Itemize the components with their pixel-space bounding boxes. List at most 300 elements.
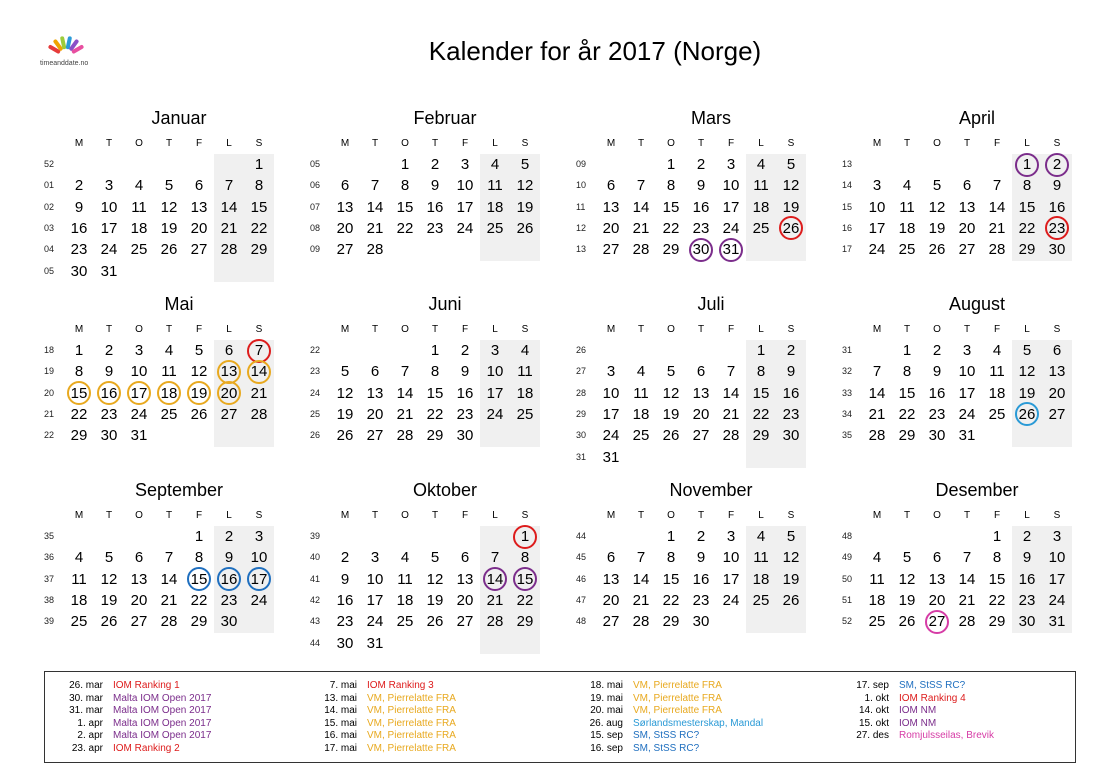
weekday-header: M bbox=[74, 510, 84, 521]
legend-item bbox=[573, 693, 823, 706]
day-cell: 17 bbox=[1048, 570, 1066, 588]
week-number: 35 bbox=[842, 430, 853, 441]
week-number: 45 bbox=[576, 552, 587, 563]
day-cell: 29 bbox=[250, 241, 268, 259]
day-cell: 13 bbox=[602, 570, 620, 588]
day-cell: 1 bbox=[666, 528, 676, 545]
day-cell: 26 bbox=[426, 613, 444, 631]
month-name: Januar bbox=[151, 108, 207, 128]
day-cell: 23 bbox=[336, 613, 354, 631]
legend-event: VM, Pierrelatte FRA bbox=[367, 705, 456, 717]
day-cell: 17 bbox=[486, 384, 504, 402]
day-cell: 9 bbox=[104, 363, 114, 381]
day-cell: 12 bbox=[160, 198, 178, 216]
weekday-header: M bbox=[872, 138, 882, 149]
day-cell: 10 bbox=[100, 198, 118, 216]
day-cell: 24 bbox=[366, 613, 384, 631]
day-cell: 16 bbox=[692, 198, 710, 216]
day-cell: 1 bbox=[1022, 156, 1032, 173]
day-cell: 2 bbox=[460, 342, 470, 359]
week-number: 18 bbox=[44, 345, 55, 355]
legend-date: 27. des bbox=[856, 730, 889, 742]
day-cell: 10 bbox=[486, 363, 504, 381]
day-cell: 31 bbox=[366, 634, 384, 652]
day-cell: 24 bbox=[456, 219, 474, 237]
day-cell: 2 bbox=[430, 156, 440, 173]
legend-date: 17. sep bbox=[856, 680, 889, 691]
day-cell: 13 bbox=[1048, 363, 1066, 381]
day-cell: 3 bbox=[1052, 528, 1062, 545]
day-cell: 15 bbox=[70, 384, 88, 402]
legend-event: IOM Ranking 2 bbox=[113, 742, 180, 754]
day-cell: 26 bbox=[662, 427, 680, 445]
weekday-header: F bbox=[461, 324, 469, 335]
day-cell: 18 bbox=[632, 405, 650, 423]
week-number: 10 bbox=[576, 180, 587, 191]
day-cell: 29 bbox=[662, 613, 680, 631]
day-cell: 27 bbox=[220, 405, 238, 423]
day-cell: 14 bbox=[988, 198, 1006, 216]
day-cell: 21 bbox=[160, 591, 178, 609]
day-cell: 16 bbox=[1018, 570, 1036, 588]
day-cell: 6 bbox=[370, 363, 380, 381]
day-cell: 15 bbox=[396, 198, 414, 216]
legend-event: IOM Ranking 4 bbox=[899, 692, 966, 704]
day-cell: 10 bbox=[250, 549, 268, 567]
week-number: 35 bbox=[44, 531, 55, 541]
weekday-header: T bbox=[431, 138, 439, 149]
legend-item bbox=[307, 680, 557, 693]
day-cell: 25 bbox=[898, 241, 916, 259]
weekday-header: S bbox=[521, 324, 529, 335]
legend-item bbox=[53, 693, 303, 706]
day-cell: 20 bbox=[366, 405, 384, 423]
day-cell: 15 bbox=[898, 384, 916, 402]
week-number: 02 bbox=[44, 201, 55, 212]
day-cell: 26 bbox=[190, 405, 208, 423]
day-cell: 11 bbox=[869, 570, 885, 588]
day-cell: 9 bbox=[786, 363, 796, 381]
weekday-header: L bbox=[1024, 510, 1030, 521]
day-cell: 12 bbox=[662, 384, 680, 402]
day-cell: 2 bbox=[932, 342, 942, 359]
day-cell: 3 bbox=[370, 549, 380, 567]
day-cell: 23 bbox=[1018, 591, 1036, 609]
week-number: 41 bbox=[310, 573, 321, 584]
weekday-header: O bbox=[667, 138, 675, 149]
day-cell: 7 bbox=[224, 177, 234, 195]
day-cell: 8 bbox=[194, 549, 204, 567]
week-number: 39 bbox=[310, 531, 321, 541]
day-cell: 19 bbox=[190, 384, 208, 402]
day-cell: 20 bbox=[130, 591, 148, 609]
weekday-header: S bbox=[255, 138, 263, 149]
day-cell: 21 bbox=[958, 591, 976, 609]
legend-event: IOM NM bbox=[899, 705, 937, 717]
weekday-header: L bbox=[758, 510, 764, 521]
day-cell: 22 bbox=[70, 405, 88, 423]
day-cell: 12 bbox=[516, 177, 534, 195]
day-cell: 10 bbox=[1048, 549, 1066, 567]
day-cell: 14 bbox=[220, 198, 238, 216]
weekday-header: T bbox=[637, 138, 645, 149]
day-cell: 19 bbox=[928, 219, 946, 237]
month-name: Juli bbox=[697, 294, 725, 314]
day-cell: 6 bbox=[932, 549, 942, 567]
day-cell: 21 bbox=[366, 219, 384, 237]
weekday-header: T bbox=[697, 510, 705, 521]
legend-event: Sørlandsmesterskap, Mandal bbox=[633, 717, 764, 729]
week-number: 38 bbox=[44, 594, 55, 605]
weekday-header: T bbox=[105, 324, 113, 335]
day-cell: 8 bbox=[902, 363, 912, 381]
day-cell: 16 bbox=[782, 384, 800, 402]
day-cell: 3 bbox=[254, 528, 264, 545]
day-cell: 2 bbox=[1022, 528, 1032, 545]
day-cell: 12 bbox=[190, 363, 208, 381]
day-cell: 3 bbox=[460, 156, 470, 173]
legend-event: VM, Pierrelatte FRA bbox=[367, 730, 456, 742]
day-cell: 5 bbox=[430, 549, 440, 567]
legend-column bbox=[573, 680, 823, 756]
day-cell: 22 bbox=[250, 219, 268, 237]
weekday-header: O bbox=[933, 138, 941, 149]
week-number: 07 bbox=[310, 201, 321, 212]
month-juni bbox=[310, 294, 550, 479]
week-number: 34 bbox=[842, 408, 853, 419]
week-number: 21 bbox=[44, 408, 55, 419]
day-cell: 29 bbox=[516, 613, 534, 631]
day-cell: 2 bbox=[104, 342, 114, 359]
legend-event: VM, Pierrelatte FRA bbox=[367, 692, 456, 704]
day-cell: 18 bbox=[988, 384, 1006, 402]
day-cell: 28 bbox=[160, 613, 178, 631]
day-cell: 7 bbox=[636, 549, 646, 567]
day-cell: 30 bbox=[692, 241, 710, 259]
day-cell: 24 bbox=[130, 405, 148, 423]
day-cell: 6 bbox=[606, 549, 616, 567]
legend-event: Malta IOM Open 2017 bbox=[113, 717, 212, 729]
day-cell: 6 bbox=[1052, 342, 1062, 359]
weekday-header: T bbox=[431, 510, 439, 521]
week-number: 49 bbox=[842, 552, 853, 563]
day-cell: 22 bbox=[988, 591, 1006, 609]
day-cell: 2 bbox=[74, 177, 84, 195]
day-cell: 17 bbox=[602, 405, 620, 423]
day-cell: 4 bbox=[520, 342, 530, 359]
legend-date: 13. mai bbox=[324, 692, 357, 704]
week-number: 15 bbox=[842, 201, 853, 212]
day-cell: 2 bbox=[1052, 156, 1062, 173]
month-september bbox=[44, 480, 284, 665]
day-cell: 6 bbox=[606, 177, 616, 195]
day-cell: 31 bbox=[1048, 613, 1066, 631]
day-cell: 18 bbox=[752, 570, 770, 588]
day-cell: 20 bbox=[456, 591, 474, 609]
weekday-header: L bbox=[492, 324, 498, 335]
weekday-header: T bbox=[637, 324, 645, 335]
day-cell: 31 bbox=[722, 241, 740, 259]
legend-item bbox=[573, 718, 823, 731]
day-cell: 31 bbox=[130, 427, 148, 445]
week-number: 42 bbox=[310, 594, 321, 605]
month-name: Juni bbox=[428, 294, 462, 314]
legend-event: SM, StSS RC? bbox=[633, 730, 700, 742]
day-cell: 28 bbox=[958, 613, 976, 631]
weekday-header: S bbox=[521, 138, 529, 149]
day-cell: 13 bbox=[602, 198, 620, 216]
day-cell: 10 bbox=[722, 549, 740, 567]
weekday-header: S bbox=[1053, 138, 1061, 149]
day-cell: 8 bbox=[992, 549, 1002, 567]
day-cell: 27 bbox=[958, 241, 976, 259]
day-cell: 5 bbox=[194, 342, 204, 359]
day-cell: 25 bbox=[486, 219, 504, 237]
day-cell: 19 bbox=[160, 219, 178, 237]
weekday-header: L bbox=[1024, 138, 1030, 149]
day-cell: 1 bbox=[992, 528, 1002, 545]
weekday-header: L bbox=[226, 324, 232, 335]
day-cell: 4 bbox=[872, 549, 882, 567]
day-cell: 14 bbox=[160, 570, 178, 588]
day-cell: 27 bbox=[190, 241, 208, 259]
legend-item bbox=[53, 680, 303, 693]
day-cell: 3 bbox=[726, 528, 736, 545]
legend-item bbox=[307, 718, 557, 731]
legend-item bbox=[839, 705, 1089, 718]
day-cell: 1 bbox=[254, 156, 264, 173]
week-number: 17 bbox=[842, 244, 853, 255]
week-number: 27 bbox=[576, 366, 587, 377]
month-name: Desember bbox=[935, 480, 1019, 500]
day-cell: 19 bbox=[898, 591, 916, 609]
month-name: August bbox=[948, 294, 1006, 314]
day-cell: 7 bbox=[490, 549, 500, 567]
day-cell: 8 bbox=[1022, 177, 1032, 195]
day-cell: 11 bbox=[397, 570, 413, 588]
legend-date: 16. sep bbox=[590, 742, 623, 754]
day-cell: 13 bbox=[220, 363, 238, 381]
day-cell: 18 bbox=[396, 591, 414, 609]
month-august bbox=[842, 294, 1082, 479]
day-cell: 10 bbox=[366, 570, 384, 588]
day-cell: 10 bbox=[456, 177, 474, 195]
day-cell: 9 bbox=[224, 549, 234, 567]
day-cell: 17 bbox=[456, 198, 474, 216]
day-cell: 18 bbox=[868, 591, 886, 609]
day-cell: 11 bbox=[753, 177, 769, 195]
day-cell: 15 bbox=[988, 570, 1006, 588]
week-number: 11 bbox=[576, 201, 586, 212]
day-cell: 20 bbox=[602, 591, 620, 609]
day-cell: 9 bbox=[340, 570, 350, 588]
weekday-header: T bbox=[371, 510, 379, 521]
day-cell: 18 bbox=[130, 219, 148, 237]
week-number: 30 bbox=[576, 430, 587, 441]
week-number: 52 bbox=[44, 159, 55, 169]
day-cell: 6 bbox=[134, 549, 144, 567]
weekday-header: M bbox=[74, 138, 84, 149]
weekday-header: T bbox=[105, 510, 113, 521]
day-cell: 28 bbox=[868, 427, 886, 445]
day-cell: 24 bbox=[250, 591, 268, 609]
day-cell: 3 bbox=[726, 156, 736, 173]
legend-event: Malta IOM Open 2017 bbox=[113, 730, 212, 742]
day-cell: 24 bbox=[958, 405, 976, 423]
day-cell: 14 bbox=[396, 384, 414, 402]
legend-column bbox=[307, 680, 557, 756]
day-cell: 13 bbox=[928, 570, 946, 588]
weekday-header: L bbox=[1024, 324, 1030, 335]
day-cell: 4 bbox=[74, 549, 84, 567]
month-desember bbox=[842, 480, 1082, 665]
day-cell: 23 bbox=[928, 405, 946, 423]
weekday-header: F bbox=[727, 324, 735, 335]
day-cell: 23 bbox=[1048, 219, 1066, 237]
month-name: Februar bbox=[413, 108, 477, 128]
day-cell: 24 bbox=[722, 219, 740, 237]
day-cell: 2 bbox=[340, 549, 350, 567]
day-cell: 23 bbox=[220, 591, 238, 609]
legend-event: VM, Pierrelatte FRA bbox=[367, 742, 456, 754]
weekday-header: M bbox=[340, 510, 350, 521]
day-cell: 12 bbox=[100, 570, 118, 588]
weekday-header: T bbox=[105, 138, 113, 149]
day-cell: 19 bbox=[782, 570, 800, 588]
day-cell: 21 bbox=[486, 591, 504, 609]
legend-item bbox=[573, 730, 823, 743]
day-cell: 8 bbox=[756, 363, 766, 381]
weekday-header: T bbox=[371, 138, 379, 149]
day-cell: 17 bbox=[868, 219, 886, 237]
day-cell: 28 bbox=[250, 405, 268, 423]
day-cell: 7 bbox=[164, 549, 174, 567]
day-cell: 26 bbox=[336, 427, 354, 445]
day-cell: 8 bbox=[520, 549, 530, 567]
day-cell: 8 bbox=[254, 177, 264, 195]
weekday-header: L bbox=[758, 324, 764, 335]
weekday-header: F bbox=[195, 510, 203, 521]
week-number: 26 bbox=[310, 430, 321, 441]
day-cell: 3 bbox=[962, 342, 972, 359]
weekday-header: O bbox=[667, 510, 675, 521]
day-cell: 2 bbox=[786, 342, 796, 359]
day-cell: 30 bbox=[70, 262, 88, 280]
day-cell: 8 bbox=[74, 363, 84, 381]
legend-date: 26. mar bbox=[69, 680, 103, 691]
weekday-header: F bbox=[461, 138, 469, 149]
week-number: 40 bbox=[310, 552, 321, 563]
week-number: 26 bbox=[576, 345, 587, 355]
day-cell: 21 bbox=[250, 384, 268, 402]
day-cell: 9 bbox=[74, 198, 84, 216]
day-cell: 4 bbox=[400, 549, 410, 567]
day-cell: 8 bbox=[666, 549, 676, 567]
week-number: 48 bbox=[842, 531, 853, 541]
day-cell: 25 bbox=[160, 405, 178, 423]
weekday-header: F bbox=[727, 510, 735, 521]
day-cell: 20 bbox=[692, 405, 710, 423]
day-cell: 17 bbox=[130, 384, 148, 402]
day-cell: 4 bbox=[636, 363, 646, 381]
day-cell: 5 bbox=[786, 156, 796, 173]
day-cell: 27 bbox=[602, 613, 620, 631]
day-cell: 1 bbox=[756, 342, 766, 359]
day-cell: 23 bbox=[100, 405, 118, 423]
week-number: 44 bbox=[576, 531, 587, 541]
week-number: 37 bbox=[44, 573, 55, 584]
day-cell: 20 bbox=[928, 591, 946, 609]
weekday-header: S bbox=[255, 510, 263, 521]
day-cell: 16 bbox=[220, 570, 238, 588]
day-cell: 11 bbox=[989, 363, 1005, 381]
legend-date: 26. aug bbox=[589, 717, 623, 729]
legend-item bbox=[53, 718, 303, 731]
legend-date: 1. apr bbox=[77, 717, 103, 729]
legend-column bbox=[839, 680, 1089, 743]
legend-date: 1. okt bbox=[864, 692, 889, 704]
day-cell: 22 bbox=[898, 405, 916, 423]
day-cell: 29 bbox=[988, 613, 1006, 631]
week-number: 43 bbox=[310, 616, 321, 627]
day-cell: 15 bbox=[190, 570, 208, 588]
day-cell: 20 bbox=[190, 219, 208, 237]
month-oktober bbox=[310, 480, 550, 665]
day-cell: 16 bbox=[692, 570, 710, 588]
day-cell: 2 bbox=[696, 528, 706, 545]
day-cell: 27 bbox=[130, 613, 148, 631]
day-cell: 25 bbox=[752, 219, 770, 237]
weekday-header: F bbox=[993, 510, 1001, 521]
day-cell: 3 bbox=[606, 363, 616, 381]
day-cell: 24 bbox=[486, 405, 504, 423]
weekday-header: T bbox=[431, 324, 439, 335]
logo-text: timeanddate.no bbox=[40, 60, 89, 67]
day-cell: 11 bbox=[517, 363, 533, 381]
day-cell: 31 bbox=[602, 448, 620, 466]
legend-date: 14. okt bbox=[858, 705, 889, 717]
legend-date: 30. mar bbox=[69, 692, 103, 704]
day-cell: 25 bbox=[516, 405, 534, 423]
legend-item bbox=[839, 680, 1089, 693]
week-number: 09 bbox=[310, 244, 321, 255]
day-cell: 25 bbox=[130, 241, 148, 259]
day-cell: 13 bbox=[336, 198, 354, 216]
day-cell: 23 bbox=[692, 591, 710, 609]
legend-item bbox=[839, 693, 1089, 706]
day-cell: 4 bbox=[992, 342, 1002, 359]
day-cell: 22 bbox=[752, 405, 770, 423]
legend-column bbox=[53, 680, 303, 756]
day-cell: 31 bbox=[958, 427, 976, 445]
week-number: 24 bbox=[310, 387, 321, 398]
weekday-header: M bbox=[872, 324, 882, 335]
day-cell: 29 bbox=[898, 427, 916, 445]
day-cell: 10 bbox=[868, 198, 886, 216]
day-cell: 22 bbox=[1018, 219, 1036, 237]
day-cell: 23 bbox=[782, 405, 800, 423]
week-number: 39 bbox=[44, 616, 55, 627]
month-april bbox=[842, 108, 1082, 293]
day-cell: 18 bbox=[70, 591, 88, 609]
day-cell: 21 bbox=[722, 405, 740, 423]
day-cell: 31 bbox=[100, 262, 118, 280]
day-cell: 11 bbox=[161, 363, 177, 381]
day-cell: 15 bbox=[250, 198, 268, 216]
day-cell: 16 bbox=[1048, 198, 1066, 216]
day-cell: 12 bbox=[336, 384, 354, 402]
day-cell: 15 bbox=[426, 384, 444, 402]
